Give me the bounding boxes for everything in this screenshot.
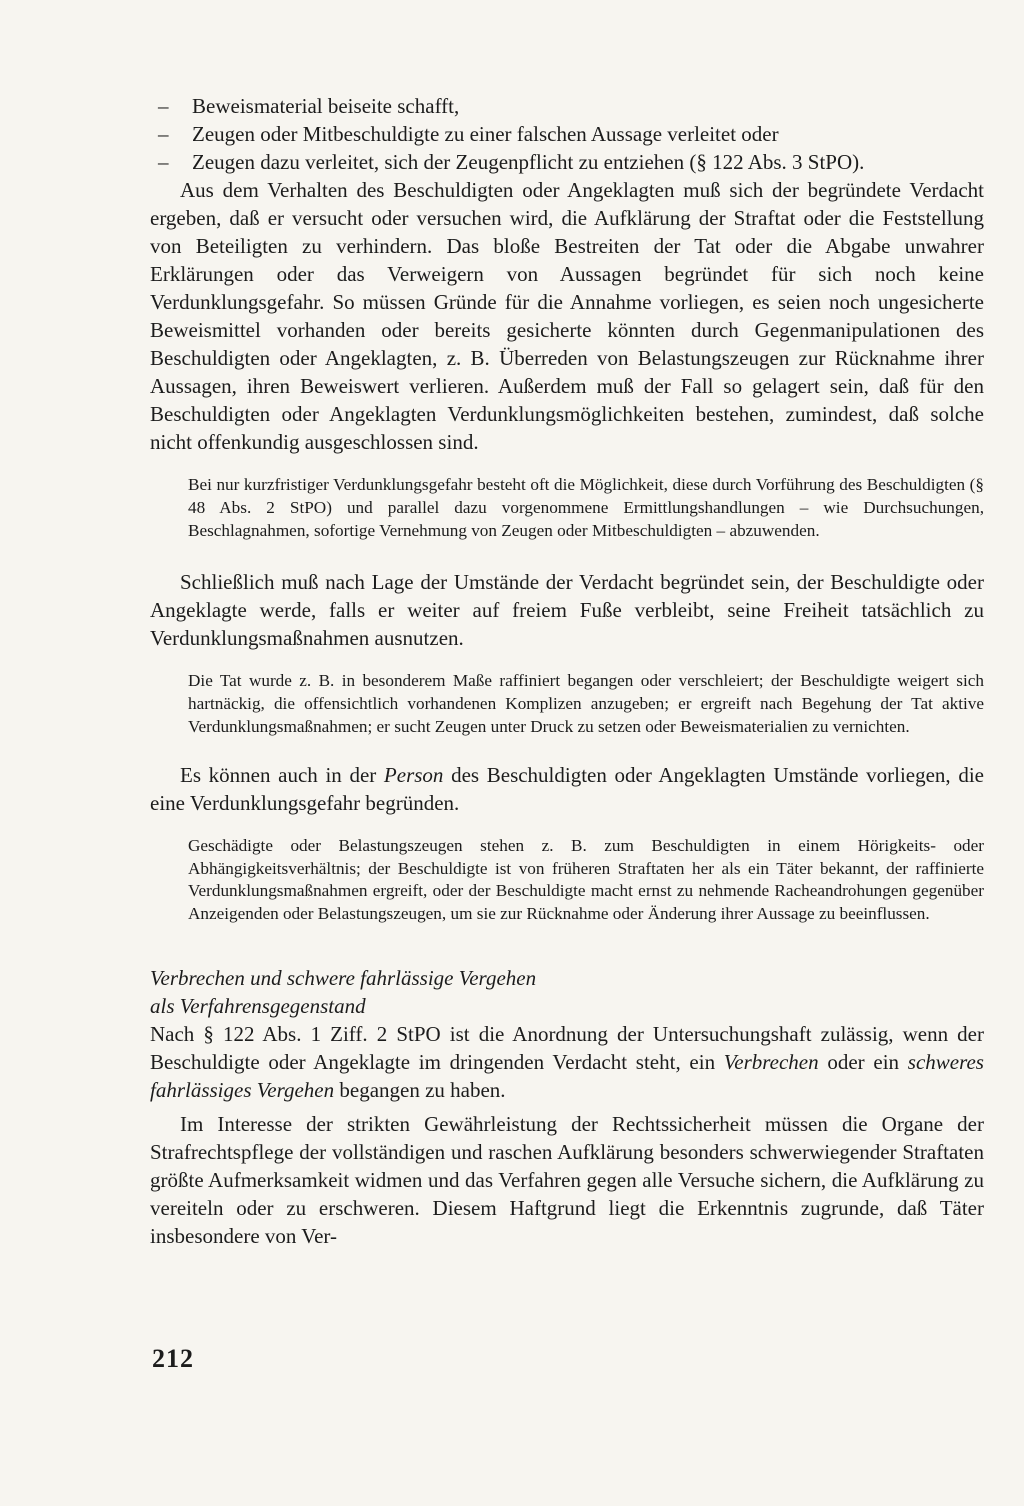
list-item-text: Zeugen oder Mitbeschuldigte zu einer falschen Aussage verleitet oder [192,122,779,146]
list-item-text: Zeugen dazu verleitet, sich der Zeugenpflicht zu entziehen (§ 122 Abs. 3 StPO). [192,150,865,174]
page-body [150,92,984,1250]
text-run: des Beschuldigten oder Angeklagten Umstände vorliegen, die eine Verdunklungsgefahr begründen. [150,762,984,815]
note-examples: Die Tat wurde z. B. in besonderem Maße raffiniert begangen oder verschleiert; der Beschuldigte weigert sich hartnäckig, die offensichtlich vorhandenen Komplizen anzugeben; er ergreift nach Begehung der Tat aktive Verdunklungsmaßnahmen; er sucht Zeugen unter Druck zu setzen oder Beweismaterialien zu vernichten. [188,671,984,736]
section-heading-line-1: Verbrechen und schwere fahrlässige Vergehen [150,965,537,990]
paragraph-suspicion: Aus dem Verhalten des Beschuldigten oder Angeklagten muß sich der begründete Verdacht ergeben, daß er versucht oder versuchen wird, die Aufklärung der Straftat oder die Feststellung von Beteiligten zu verhindern. Das bloße Bestreiten der Tat oder die Abgabe unwahrer Erklärungen oder das Verweigern von Aussagen begründet für sich noch keine Verdunklungsgefahr. So müssen Gründe für die Annahme vorliegen, es seien noch ungesicherte Beweismittel vorhanden oder bereits gesicherte könnten durch Gegenmanipulationen des Beschuldigten oder Angeklagten, z. B. Überreden von Belastungszeugen zur Rücknahme ihrer Aussagen, ihren Beweiswert verlieren. Außerdem muß der Fall so gelagert sein, daß für den Beschuldigten oder Angeklagten Verdunklungsmöglichkeiten bestehen, zumindest, daß solche nicht offenkundig ausgeschlossen sind. [150,178,984,454]
condition-list [150,92,984,176]
list-dash: – [158,94,169,118]
text-run: Nach § 122 Abs. 1 Ziff. 2 StPO ist die Anordnung der Untersuchungshaft zulässig, wenn der Beschuldigte oder Angeklagte im dringenden Verdacht steht, ein [150,1021,984,1074]
section-heading [150,964,984,1020]
text-run: Es können auch in der [180,762,384,787]
list-dash: – [158,150,169,174]
list-item [150,148,984,176]
list-item [150,120,984,148]
list-item [150,92,984,120]
note-dependency: Geschädigte oder Belastungszeugen stehen z. B. zum Beschuldigten in einem Hörigkeits- oder Abhängigkeitsverhältnis; der Beschuldigte ist von früheren Straftaten her als ein Täter bekannt, der raffinierte Verdunklungsmaßnahmen ergreift, oder der Beschuldigte macht ernst zu nehmende Racheandrohungen gegenüber Anzeigenden oder Belastungszeugen, um sie zur Rücknahme oder Änderung ihrer Aussage zu beeinflussen. [188,835,984,924]
emphasis-crime: Verbrechen [723,1049,819,1074]
list-item-text: Beweismaterial beiseite schafft, [192,94,460,118]
text-run: oder ein [818,1049,908,1074]
emphasis-person: Person [383,762,444,787]
page-number: 212 [152,1344,194,1373]
note-short-term-risk: Bei nur kurzfristiger Verdunklungsgefahr besteht oft die Möglichkeit, diese durch Vorführung des Beschuldigten (§ 48 Abs. 2 StPO) und parallel dazu vorgenommene Ermittlungshandlungen – wie Durchsuchungen, Beschlagnahmen, sofortige Vernehmung von Zeugen oder Mitbeschuldigten – abzuwenden. [188,475,984,540]
paragraph-legal-certainty: Im Interesse der strikten Gewährleistung der Rechtssicherheit müssen die Organe der Strafrechtspflege der vollständigen und raschen Aufklärung besonders schwerwiegender Straftaten größte Aufmerksamkeit widmen und das Verfahren gegen alle Versuche sichern, die Aufklärung zu vereiteln oder zu erschweren. Diesem Haftgrund liegt die Erkenntnis zugrunde, daß Täter insbesondere von Ver- [150,1111,984,1248]
text-run: begangen zu haben. [334,1077,506,1102]
paragraph-person [150,761,984,817]
paragraph-circumstances: Schließlich muß nach Lage der Umstände der Verdacht begründet sein, der Beschuldigte oder Angeklagte werde, falls er weiter auf freiem Fuße verbleibt, seine Freiheit tatsächlich zu Verdunklungsmaßnahmen ausnutzen. [150,570,984,651]
list-dash: – [158,122,169,146]
paragraph-statute [150,1020,984,1104]
section-heading-line-2: als Verfahrensgegenstand [150,993,366,1018]
emphasis-negligent-offence: schweres fahrlässiges Vergehen [150,1049,984,1102]
